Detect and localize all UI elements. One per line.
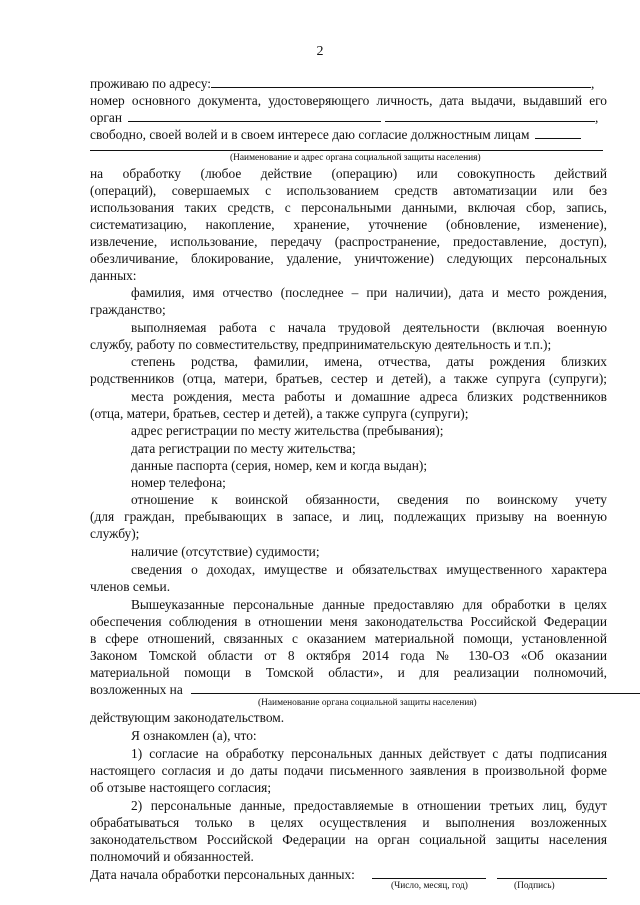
point1-line2: настоящего согласия и до даты подачи письменного заявления в произвольной форме [90, 763, 607, 778]
para2-line5: материальной помощи в Томской области», и для реализации полномочий, [90, 665, 607, 680]
para1-line6: обезличивание, блокирование, удаление, уничтожение) следующих персональных [90, 251, 607, 266]
authority-caption: (Наименование и адрес органа социальной защиты населения) [230, 153, 481, 163]
para1-line1: на обработку (любое действие (операцию) или совокупность действий [90, 166, 607, 181]
item-work-line2: службу, работу по совместительству, предпринимательскую деятельность и т.п.); [90, 337, 552, 352]
item-registration-address: адрес регистрации по месту жительства (пребывания); [131, 423, 444, 438]
item-name-line2: гражданство; [90, 302, 166, 317]
authority-field-line[interactable] [90, 150, 603, 151]
signature-caption: (Подпись) [514, 881, 555, 891]
point2-line2: обрабатываться только в целях осуществления и выполнения возложенных [90, 815, 607, 830]
consent-text: свободно, своей волей и в своем интересе даю согласие должностным лицам [90, 127, 530, 142]
signature-field[interactable] [497, 878, 607, 879]
issuer-field-2[interactable] [385, 109, 595, 122]
authority-name-caption: (Наименование органа социальной защиты населения) [258, 698, 477, 708]
page-number: 2 [316, 44, 324, 59]
para2-line1: Вышеуказанные персональные данные предоставляю для обработки в целях [131, 597, 607, 612]
issuer-comma: , [595, 110, 599, 125]
point2-line1: 2) персональные данные, предоставляемые в отношении третьих лиц, будут [131, 798, 607, 813]
point2-line3: законодательством Российской Федерации на орган социальной защиты населения [90, 832, 607, 847]
item-military-line2: (для граждан, пребывающих в запасе, и лиц, подлежащих призыву на военную [90, 509, 607, 524]
para1-line3: использования таких средств, с персональными данными, включая сбор, запись, [90, 200, 607, 215]
address-field[interactable] [211, 75, 591, 88]
item-income-line2: членов семьи. [90, 579, 171, 594]
para2-line4: Законом Томской области от 8 октября 2014 года № 130-ОЗ «Об оказании [90, 648, 607, 663]
para1-line7: данных: [90, 268, 137, 283]
address-label: проживаю по адресу: [90, 76, 212, 91]
document-line: номер основного документа, удостоверяющего личность, дата выдачи, выдавший его [90, 93, 607, 108]
start-date-label: Дата начала обработки персональных данных: [90, 867, 355, 882]
date-caption: (Число, месяц, год) [391, 881, 468, 891]
item-registration-date: дата регистрации по месту жительства; [131, 441, 356, 456]
para2-line2: обеспечения соблюдения в отношении меня законодательства Российской Федерации [90, 614, 607, 629]
para1-line2: (операций), совершаемых с использованием средств автоматизации или без [90, 183, 607, 198]
issuer-label: орган [90, 110, 122, 125]
para2-line6 [90, 681, 607, 698]
item-criminal-record: наличие (отсутствие) судимости; [131, 544, 320, 559]
para2-line3: в сфере отношений, связанных с оказанием материальной помощи, установленной [90, 631, 607, 646]
item-places-line1: места рождения, места работы и домашние адреса близких родственников [131, 389, 607, 404]
para1-line5: извлечение, использование, передачу (распространение, предоставление, доступ), [90, 234, 607, 249]
date-field[interactable] [372, 878, 486, 879]
address-comma: , [591, 76, 595, 91]
item-income-line1: сведения о доходах, имуществе и обязательствах имущественного характера [131, 562, 607, 577]
item-passport: данные паспорта (серия, номер, кем и когда выдан); [131, 458, 428, 473]
point2-line4: полномочий и обязанностей. [90, 849, 254, 864]
item-phone: номер телефона; [131, 475, 226, 490]
item-relatives-line1: степень родства, фамилии, имена, отчества, даты рождения близких [131, 354, 607, 369]
para2-line7: действующим законодательством. [90, 710, 285, 725]
item-military-line1: отношение к воинской обязанности, сведения по воинскому учету [131, 492, 607, 507]
item-places-line2: (отца, матери, братьев, сестер и детей), а также супруга (супруги); [90, 406, 469, 421]
item-name-line1: фамилия, имя отчество (последнее – при наличии), дата и место рождения, [131, 285, 607, 300]
item-military-line3: службу); [90, 526, 140, 541]
issuer-line [90, 109, 607, 126]
acknowledged-line: Я ознакомлен (а), что: [131, 728, 257, 743]
point1-line3: об отзыве настоящего согласия; [90, 780, 272, 795]
item-work-line1: выполняемая работа с начала трудовой деятельности (включая военную [131, 320, 607, 335]
officials-field[interactable] [535, 126, 581, 139]
consent-line [90, 126, 607, 143]
point1-line1: 1) согласие на обработку персональных данных действует с даты подписания [131, 746, 607, 761]
para1-line4: систематизацию, накопление, хранение, уточнение (обновление, изменение), [90, 217, 607, 232]
address-line [90, 75, 607, 92]
assigned-to-label: возложенных на [90, 682, 183, 697]
issuer-field-1[interactable] [128, 109, 381, 122]
item-relatives-line2: родственников (отца, матери, братьев, сестер и детей), а также супруга (супруги); [90, 371, 607, 386]
authority-name-field[interactable] [191, 681, 640, 694]
